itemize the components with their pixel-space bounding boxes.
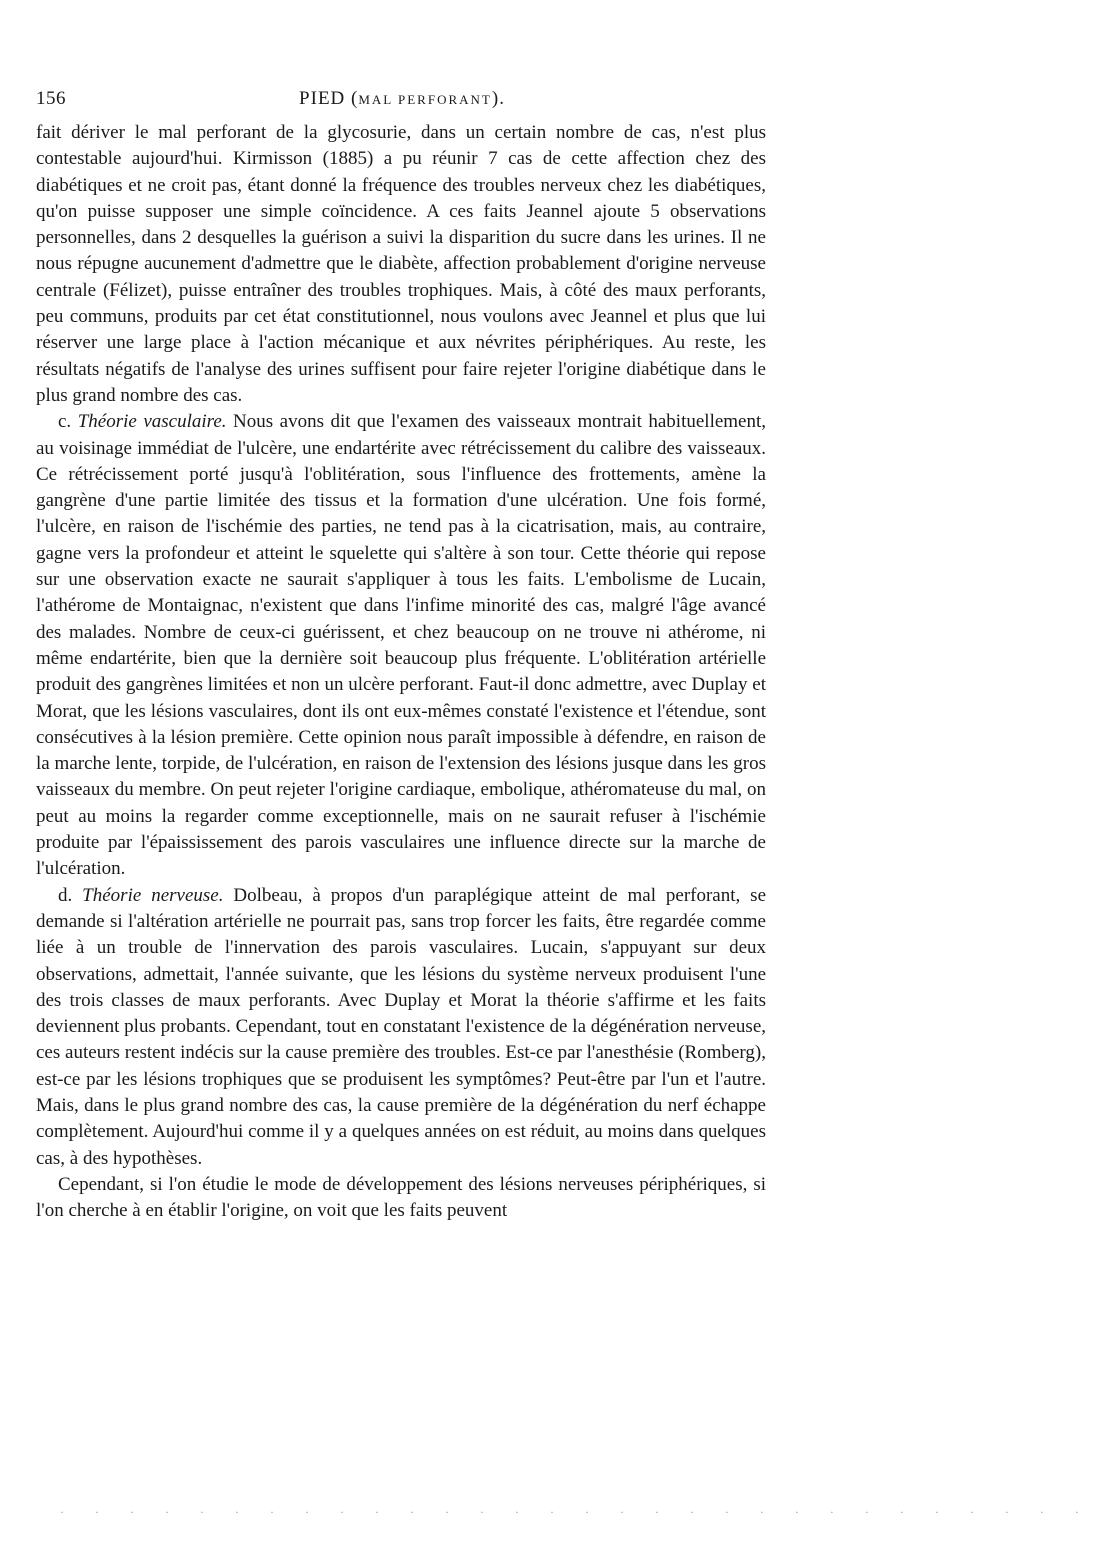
paragraph-vascular-theory	[36, 409, 766, 882]
page-header	[36, 88, 768, 114]
running-title-main: PIED (	[299, 88, 359, 109]
paragraph-nervous-text: Dolbeau, à propos d'un paraplégique atteint de mal perforant, se demande si l'altération artérielle ne pourrait pas, sans trop forcer les faits, être regardée comme liée à un trouble de l'innervation des parois vasculaires. Lucain, s'appuyant sur deux observations, admettait, l'année suivante, que les lésions du système nerveux produisent l'une des trois classes de maux perforants. Avec Duplay et Morat la théorie s'affirme et les faits deviennent plus probants. Cependant, tout en constatant l'existence de la dégénération nerveuse, ces auteurs restent indécis sur la cause première des troubles. Est-ce par l'anesthésie (Romberg), est-ce par les lésions trophiques que se produisent les symptômes? Peut-être par l'un et l'autre. Mais, dans le plus grand nombre des cas, la cause première de la dégénération du nerf échappe complètement. Aujourd'hui comme il y a quelques années on est réduit, au moins dans quelques cas, à des hypothèses.	[36, 884, 767, 1169]
paragraph-diabetes: fait dériver le mal perforant de la glycosurie, dans un certain nombre de cas, n'est plus contestable aujourd'hui. Kirmisson (1885) a pu réunir 7 cas de cette affection chez des diabétiques et ne croit pas, étant donné la fréquence des troubles nerveux chez les diabétiques, qu'on puisse supposer une simple coïncidence. A ces faits Jeannel ajoute 5 observations personnelles, dans 2 desquelles la guérison a suivi la disparition du sucre dans les urines. Il ne nous répugne aucunement d'admettre que le diabète, affection probablement d'origine nerveuse centrale (Félizet), puisse entraîner des troubles trophiques. Mais, à côté des maux perforants, peu communs, produits par cet état constitutionnel, nous voulons avec Jeannel et plus que lui réserver une large place à l'action mécanique et aux névrites périphériques. Au reste, les résultats négatifs de l'analyse des urines suffisent pour faire rejeter l'origine diabétique dans le plus grand nombre des cas.	[36, 122, 766, 406]
paragraph-vascular-text: Nous avons dit que l'examen des vaisseaux montrait habituellement, au voisinage immédiat de l'ulcère, une endartérite avec rétrécissement du calibre des vaisseaux. Ce rétrécissement porté jusqu'à l'oblitération, sous l'influence des frottements, amène la gangrène d'une partie limitée des tissus et la formation d'une ulcération. Une fois formé, l'ulcère, en raison de l'ischémie des parties, ne tend pas à la cicatrisation, mais, au contraire, gagne vers la profondeur et atteint le squelette qui s'altère à son tour. Cette théorie qui repose sur une observation exacte ne saurait s'appliquer à tous les faits. L'embolisme de Lucain, l'athérome de Montaignac, n'existent que dans l'infime minorité des cas, malgré l'âge avancé des malades. Nombre de ceux-ci guérissent, et chez beaucoup on ne trouve ni athérome, ni même endartérite, bien que la dernière soit beaucoup plus fréquente. L'oblitération artérielle produit des gangrènes limitées et non un ulcère perforant. Faut-il donc admettre, avec Duplay et Morat, que les lésions vasculaires, dont ils ont eux-mêmes constaté l'existence et l'étendue, sont consécutives à la lésion première. Cette opinion nous paraît impossible à défendre, en raison de la marche lente, torpide, de l'ulcération, en raison de l'extension des lésions jusque dans les gros vaisseaux du membre. On peut rejeter l'origine cardiaque, embolique, athéromateuse du mal, on peut au moins la regarder comme exceptionnelle, mais on ne saurait refuser à l'ischémie produite par l'épaississement des parois vasculaires une influence directe sur la marche de l'ulcération.	[36, 411, 767, 880]
running-title-end: ).	[491, 88, 505, 109]
body-text	[36, 120, 766, 1224]
page-number: 156	[36, 88, 66, 109]
running-title	[36, 88, 768, 110]
paragraph-continuation: Cependant, si l'on étudie le mode de développement des lésions nerveuses périphériques, si l'on cherche à en établir l'origine, on voit que les faits peuvent	[36, 1173, 766, 1222]
running-title-sub: MAL PERFORANT	[358, 92, 492, 107]
paragraph-nervous-theory	[36, 883, 766, 1172]
section-title-vascular: Théorie vasculaire.	[77, 411, 227, 433]
scan-artifact-dots: · · · · · · · · · · · · · · · · · · · · · · · · · · · · · ·	[60, 1505, 1093, 1519]
section-label-d: d.	[58, 884, 73, 906]
section-title-nervous: Théorie nerveuse.	[82, 884, 224, 906]
section-label-c: c.	[58, 411, 72, 433]
